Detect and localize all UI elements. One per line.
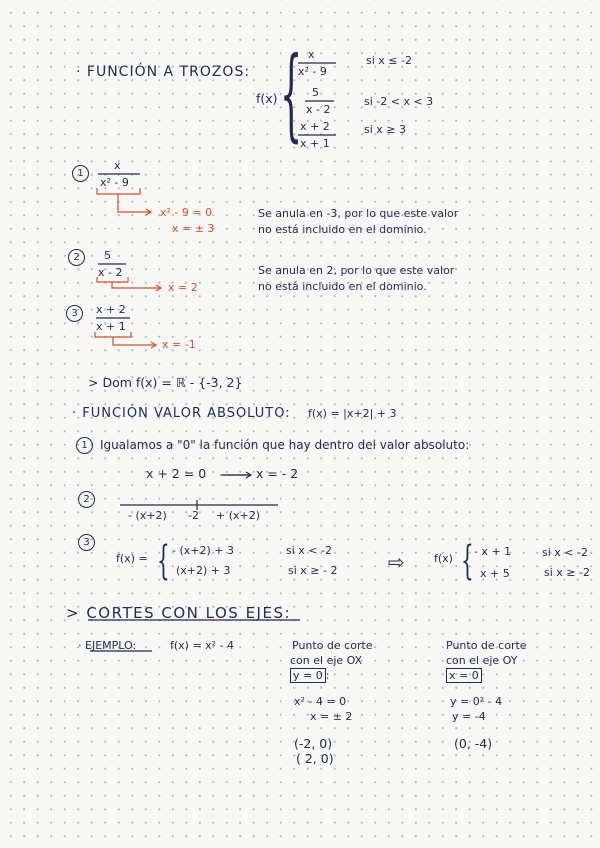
number-line-mid: -2 [188,509,199,522]
oy-title-line2: con el eje OY [446,654,518,667]
step2-note-line1: Se anula en 2, por lo que este valor [258,264,455,277]
example-function: f(x) = x² - 4 [170,639,235,652]
ox-point-1: (-2, 0) [294,736,333,751]
oy-title-line1: Punto de corte [446,639,527,652]
abs-brace-simplified: { [461,538,474,584]
section-heading-cortes: > CORTES CON LOS EJES: [66,604,292,622]
abs-step-number-1: 1 [76,437,93,454]
abs-step1-text: Igualamos a "0" la función que hay dentro del valor absoluto: [100,438,470,452]
step2-equation: x = 2 [168,281,198,294]
piece2-denominator: x - 2 [306,103,331,116]
oy-point: (0, -4) [454,736,493,751]
step1-numerator: x [114,159,121,172]
abs-brace: { [157,538,170,584]
step-number-3: 3 [66,305,83,322]
piece3-denominator: x + 1 [300,137,330,150]
piece3-numerator: x + 2 [300,120,330,133]
step2-note-line2: no está incluido en el dominio. [258,280,427,293]
step-number-1: 1 [72,165,89,182]
piecewise-brace: { [280,35,303,152]
abs-cond2: si x ≥ - 2 [288,564,338,577]
abs-case2: (x+2) + 3 [176,564,231,577]
abs-cond1: si x < -2 [286,544,332,557]
step2-numerator: 5 [104,249,111,262]
ox-condition-box: y = 0 : [290,670,329,681]
piecewise-fx: f(x) [256,91,278,106]
piece3-condition: si x ≥ 3 [364,123,407,136]
number-line-left: - (x+2) [128,509,167,522]
step1-equation: x² - 9 = 0 [160,206,213,219]
ox-title-line2: con el eje OX [290,654,363,667]
piece2-condition: si -2 < x < 3 [364,95,434,108]
abs-fx: f(x) = [116,552,148,565]
section-heading-piecewise: · FUNCIÓN A TROZOS: [76,64,251,80]
abs-fx-simplified: f(x) [434,552,453,565]
step3-numerator: x + 2 [96,303,126,316]
example-label: · EJEMPLO: [78,639,137,652]
piece1-condition: si x ≤ -2 [366,54,412,67]
abs-case3: - x + 1 [474,545,512,558]
oy-solution: y = -4 [452,710,486,723]
number-line-right: + (x+2) [216,509,261,522]
piece2-numerator: 5 [312,86,319,99]
abs-case1: - (x+2) + 3 [172,544,234,557]
absolute-function: f(x) = |x+2| + 3 [308,407,397,420]
ox-title-line1: Punto de corte [292,639,373,652]
step1-note-line1: Se anula en -3, por lo que este valor [258,207,459,220]
abs-case4: x + 5 [480,567,510,580]
implies-arrow-icon: ⇨ [388,550,405,574]
step-number-2: 2 [68,249,85,266]
oy-condition-box: x = 0 [446,670,482,681]
abs-step1-equation: x + 2 = 0 [146,466,207,481]
step2-denominator: x - 2 [98,266,123,279]
ox-equation: x² - 4 = 0 [294,695,347,708]
piece1-numerator: x [308,48,315,61]
step3-denominator: x + 1 [96,320,126,333]
oy-equation: y = 0² - 4 [450,695,503,708]
step1-solution: x = ± 3 [172,222,215,235]
piece1-denominator: x² - 9 [298,65,327,78]
abs-step1-solution: x = - 2 [256,466,299,481]
abs-cond4: si x ≥ -2 [544,566,590,579]
step1-denominator: x² - 9 [100,176,129,189]
ox-point-2: ( 2, 0) [296,751,334,766]
section-heading-absolute: · FUNCIÓN VALOR ABSOLUTO: [72,406,291,421]
ox-solution: x = ± 2 [310,710,353,723]
abs-cond3: si x < -2 [542,546,588,559]
step3-equation: x = -1 [162,338,196,351]
domain-result: > Dom f(x) = ℝ - {-3, 2} [88,375,243,390]
step1-note-line2: no está incluido en el dominio. [258,223,427,236]
abs-step-number-3: 3 [78,534,95,551]
abs-step-number-2: 2 [78,491,95,508]
